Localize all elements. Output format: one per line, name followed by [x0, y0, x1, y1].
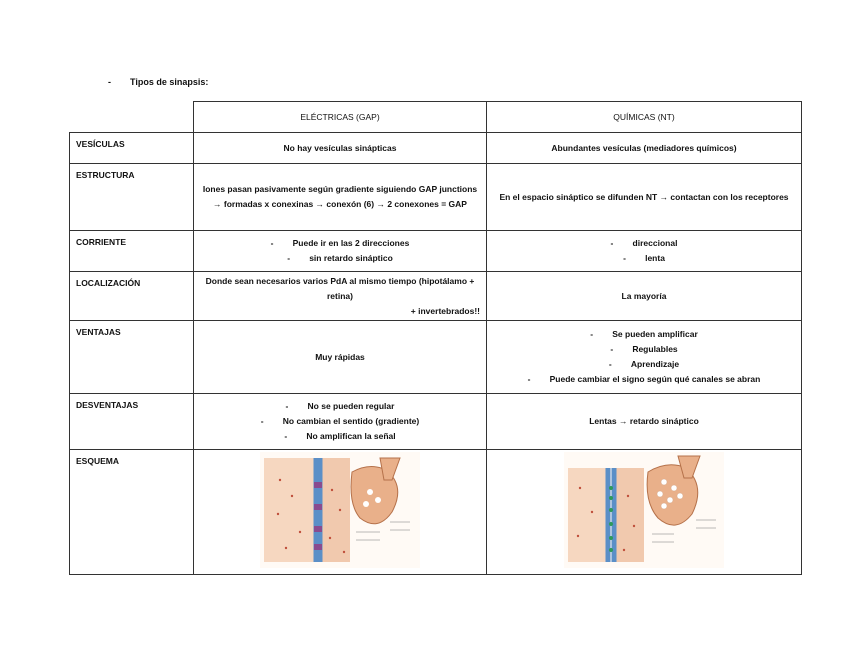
cell-vesiculas-chemical: Abundantes vesículas (mediadores químicos): [487, 133, 802, 164]
table-row-header: [70, 102, 802, 133]
column-header-electric: ELÉCTRICAS (GAP): [194, 102, 487, 133]
list-corriente-chemical: [493, 236, 795, 266]
cell-ventajas-electric: Muy rápidas: [194, 321, 487, 394]
cell-localizacion-chemical: La mayoría: [487, 272, 802, 321]
cell-desventajas-chemical: Lentas → retardo sináptico: [487, 394, 802, 450]
table-row-desventajas: [70, 394, 802, 450]
cell-estructura-chemical: En el espacio sináptico se difunden NT → contactan con los receptores: [487, 164, 802, 231]
cell-desventajas-electric: [194, 394, 487, 450]
synapse-comparison-table: [69, 101, 802, 575]
list-corriente-electric: [200, 236, 480, 266]
list-item: - No cambian el sentido (gradiente): [200, 414, 480, 429]
heading-bullet: -: [108, 77, 111, 87]
list-item: - Aprendizaje: [493, 357, 795, 372]
list-item: - lenta: [493, 251, 795, 266]
list-ventajas-chemical: [493, 327, 795, 387]
row-label-vesiculas: VESÍCULAS: [70, 133, 194, 164]
list-item: - Se pueden amplificar: [493, 327, 795, 342]
cell-vesiculas-electric: No hay vesículas sinápticas: [194, 133, 487, 164]
table-row-vesiculas: [70, 133, 802, 164]
list-item: - Puede ir en las 2 direcciones: [200, 236, 480, 251]
heading-text: Tipos de sinapsis:: [130, 77, 209, 87]
row-label-estructura: ESTRUCTURA: [70, 164, 194, 231]
column-header-chemical: QUÍMICAS (NT): [487, 102, 802, 133]
table-row-esquema: [70, 450, 802, 575]
row-label-localizacion: LOCALIZACIÓN: [70, 272, 194, 321]
chemical-synapse-diagram: [564, 452, 724, 568]
row-label-corriente: CORRIENTE: [70, 231, 194, 272]
list-desventajas-electric: [200, 399, 480, 444]
cell-esquema-chemical: [487, 450, 802, 575]
list-item: - Puede cambiar el signo según qué canales se abran: [493, 372, 795, 387]
list-item: - sin retardo sináptico: [200, 251, 480, 266]
cell-localizacion-electric: [194, 272, 487, 321]
cell-esquema-electric: [194, 450, 487, 575]
row-label-ventajas: VENTAJAS: [70, 321, 194, 394]
list-item: - No amplifican la señal: [200, 429, 480, 444]
empty-corner-cell: [70, 102, 194, 133]
section-heading: [108, 77, 208, 87]
table-row-estructura: [70, 164, 802, 231]
cell-ventajas-chemical: [487, 321, 802, 394]
table-row-corriente: [70, 231, 802, 272]
localizacion-electric-main: Donde sean necesarios varios PdA al mismo tiempo (hipotálamo + retina): [205, 275, 475, 301]
localizacion-electric-extra: + invertebrados!!: [410, 305, 480, 316]
row-label-desventajas: DESVENTAJAS: [70, 394, 194, 450]
cell-corriente-chemical: [487, 231, 802, 272]
list-item: - direccional: [493, 236, 795, 251]
list-item: - Regulables: [493, 342, 795, 357]
table-row-localizacion: [70, 272, 802, 321]
electric-synapse-diagram: [260, 452, 420, 568]
cell-corriente-electric: [194, 231, 487, 272]
table-row-ventajas: [70, 321, 802, 394]
list-item: - No se pueden regular: [200, 399, 480, 414]
cell-estructura-electric: Iones pasan pasivamente según gradiente siguiendo GAP junctions → formadas x conexinas → conexón (6) → 2 conexones = GAP: [194, 164, 487, 231]
row-label-esquema: ESQUEMA: [70, 450, 194, 575]
